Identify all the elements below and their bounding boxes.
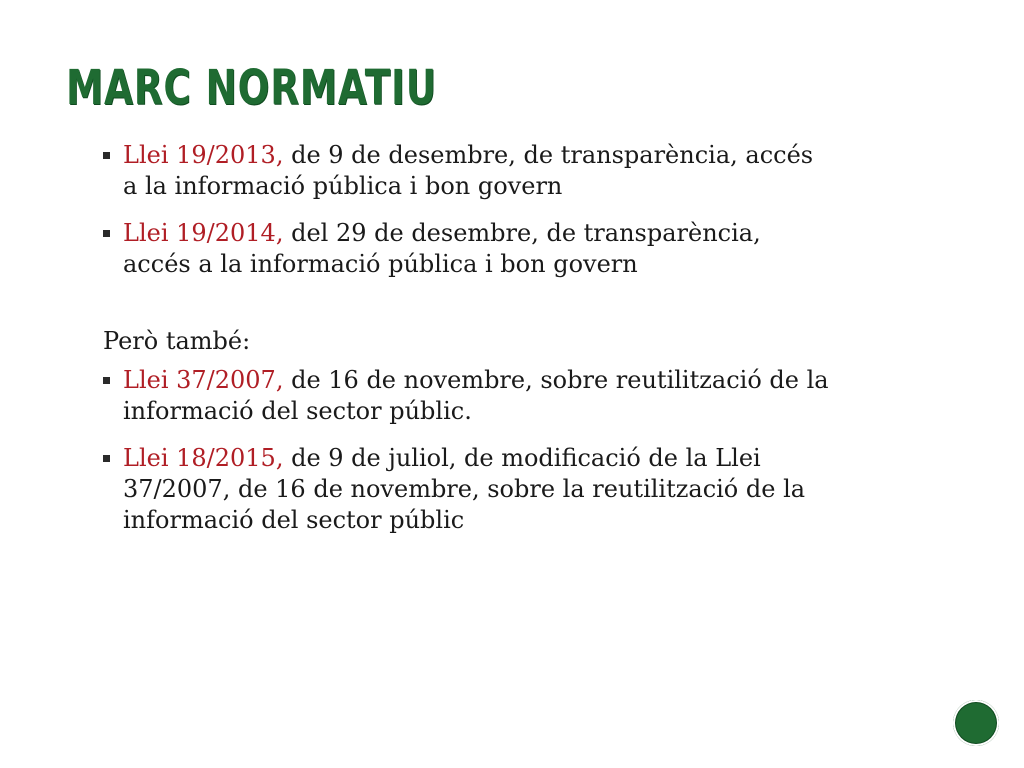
law-reference: Llei 37/2007,	[123, 366, 284, 394]
list-item	[103, 443, 833, 536]
law-reference: Llei 19/2014,	[123, 219, 284, 247]
square-bullet-icon	[103, 377, 110, 384]
list-item	[103, 218, 833, 280]
law-description: de 16 de novembre, sobre reutilització de la informació del sector públic.	[123, 366, 829, 425]
law-description: de 9 de juliol, de modificació de la Llei 37/2007, de 16 de novembre, sobre la reutilització de la informació del sector públic	[123, 444, 806, 534]
square-bullet-icon	[103, 230, 110, 237]
square-bullet-icon	[103, 455, 110, 462]
law-reference: Llei 19/2013,	[123, 141, 284, 169]
list-item	[103, 365, 833, 427]
slide-content	[103, 140, 833, 552]
also-label: Però també:	[103, 327, 251, 355]
law-reference: Llei 18/2015,	[123, 444, 284, 472]
list-item	[103, 140, 833, 202]
slide-number-badge-icon	[953, 700, 999, 746]
law-description: de 9 de desembre, de transparència, accés a la informació pública i bon govern	[123, 141, 814, 200]
slide-title: MARC NORMATIU	[66, 60, 437, 116]
square-bullet-icon	[103, 152, 110, 159]
law-description: del 29 de desembre, de transparència, accés a la informació pública i bon govern	[123, 219, 761, 278]
